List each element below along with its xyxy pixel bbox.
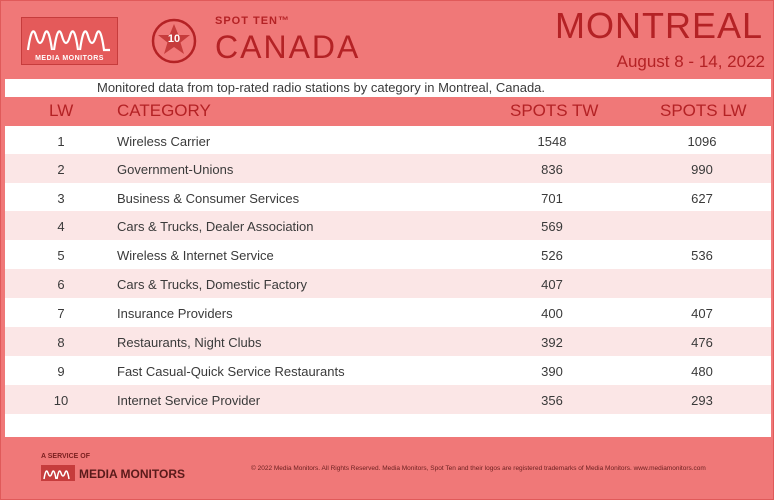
spots-lw-cell: 627 xyxy=(691,191,713,206)
date-range: August 8 - 14, 2022 xyxy=(616,52,765,71)
table-row xyxy=(5,183,771,212)
header-lw: LW xyxy=(49,101,74,120)
table-row xyxy=(5,356,771,385)
spots-lw-cell: 407 xyxy=(691,306,713,321)
spots-tw-cell: 569 xyxy=(541,219,563,234)
category-cell: Insurance Providers xyxy=(117,306,233,321)
copyright-text: © 2022 Media Monitors. All Rights Reserved. Media Monitors, Spot Ten and their logos are registered trademarks of Media Monitors. www.mediamonitors.com xyxy=(251,465,706,472)
spots-tw-cell: 356 xyxy=(541,393,563,408)
category-cell: Wireless Carrier xyxy=(117,134,211,149)
category-cell: Restaurants, Night Clubs xyxy=(117,335,262,350)
table-row xyxy=(5,327,771,356)
table-header xyxy=(5,97,771,126)
country-title: CANADA xyxy=(215,29,361,65)
category-cell: Cars & Trucks, Domestic Factory xyxy=(117,277,307,292)
spots-tw-cell: 836 xyxy=(541,162,563,177)
spots-lw-cell: 476 xyxy=(691,335,713,350)
spot-ten-badge xyxy=(151,18,197,64)
header-spots-tw: SPOTS TW xyxy=(510,101,599,120)
spots-tw-cell: 1548 xyxy=(537,134,567,149)
city-title: MONTREAL xyxy=(554,5,763,46)
spots-lw-cell: 480 xyxy=(691,364,713,379)
table-row xyxy=(5,211,771,240)
table-row xyxy=(5,154,771,183)
spots-tw-cell: 392 xyxy=(541,335,563,350)
service-of-label: A SERVICE OF xyxy=(41,453,91,460)
category-cell: Government-Unions xyxy=(117,162,234,177)
footer-logo-name: MEDIA MONITORS xyxy=(79,467,186,481)
table-row xyxy=(5,269,771,298)
spots-lw-cell: 293 xyxy=(691,393,713,408)
waveform-icon xyxy=(26,20,114,52)
footer-logo xyxy=(41,465,209,483)
spots-tw-cell: 701 xyxy=(541,191,563,206)
brand-small: SPOT TEN™ xyxy=(215,15,291,27)
spots-tw-cell: 526 xyxy=(541,248,563,263)
category-cell: Internet Service Provider xyxy=(117,393,261,408)
rank-cell: 6 xyxy=(57,277,65,292)
category-cell: Wireless & Internet Service xyxy=(117,248,274,263)
rank-cell: 2 xyxy=(57,162,65,177)
spots-lw-cell: 536 xyxy=(691,248,713,263)
rank-cell: 7 xyxy=(57,306,65,321)
media-monitors-logo xyxy=(21,17,118,65)
table-row xyxy=(5,240,771,269)
header-spots-lw: SPOTS LW xyxy=(660,101,747,120)
header-category: CATEGORY xyxy=(117,101,211,120)
spots-lw-cell: 1096 xyxy=(687,134,717,149)
rank-cell: 9 xyxy=(57,364,65,379)
rank-cell: 4 xyxy=(57,219,65,234)
subtitle: Monitored data from top-rated radio stations by category in Montreal, Canada. xyxy=(5,79,771,97)
rank-cell: 10 xyxy=(53,393,69,408)
logo-label: MEDIA MONITORS xyxy=(35,55,104,62)
spots-tw-cell: 400 xyxy=(541,306,563,321)
rank-cell: 3 xyxy=(57,191,65,206)
category-cell: Cars & Trucks, Dealer Association xyxy=(117,219,314,234)
table-row xyxy=(5,298,771,327)
footer-mm-box xyxy=(41,465,75,481)
spots-tw-cell: 390 xyxy=(541,364,563,379)
rank-cell: 1 xyxy=(57,134,65,149)
spot-ten-table xyxy=(5,97,771,437)
category-cell: Fast Casual-Quick Service Restaurants xyxy=(117,364,345,379)
footer-waveform-icon xyxy=(43,466,73,480)
category-cell: Business & Consumer Services xyxy=(117,191,300,206)
table-row xyxy=(5,126,771,155)
spots-tw-cell: 407 xyxy=(541,277,563,292)
table-row xyxy=(5,385,771,414)
spots-lw-cell: 990 xyxy=(691,162,713,177)
rank-cell: 8 xyxy=(57,335,65,350)
rank-cell: 5 xyxy=(57,248,65,263)
badge-number: 10 xyxy=(167,33,181,45)
